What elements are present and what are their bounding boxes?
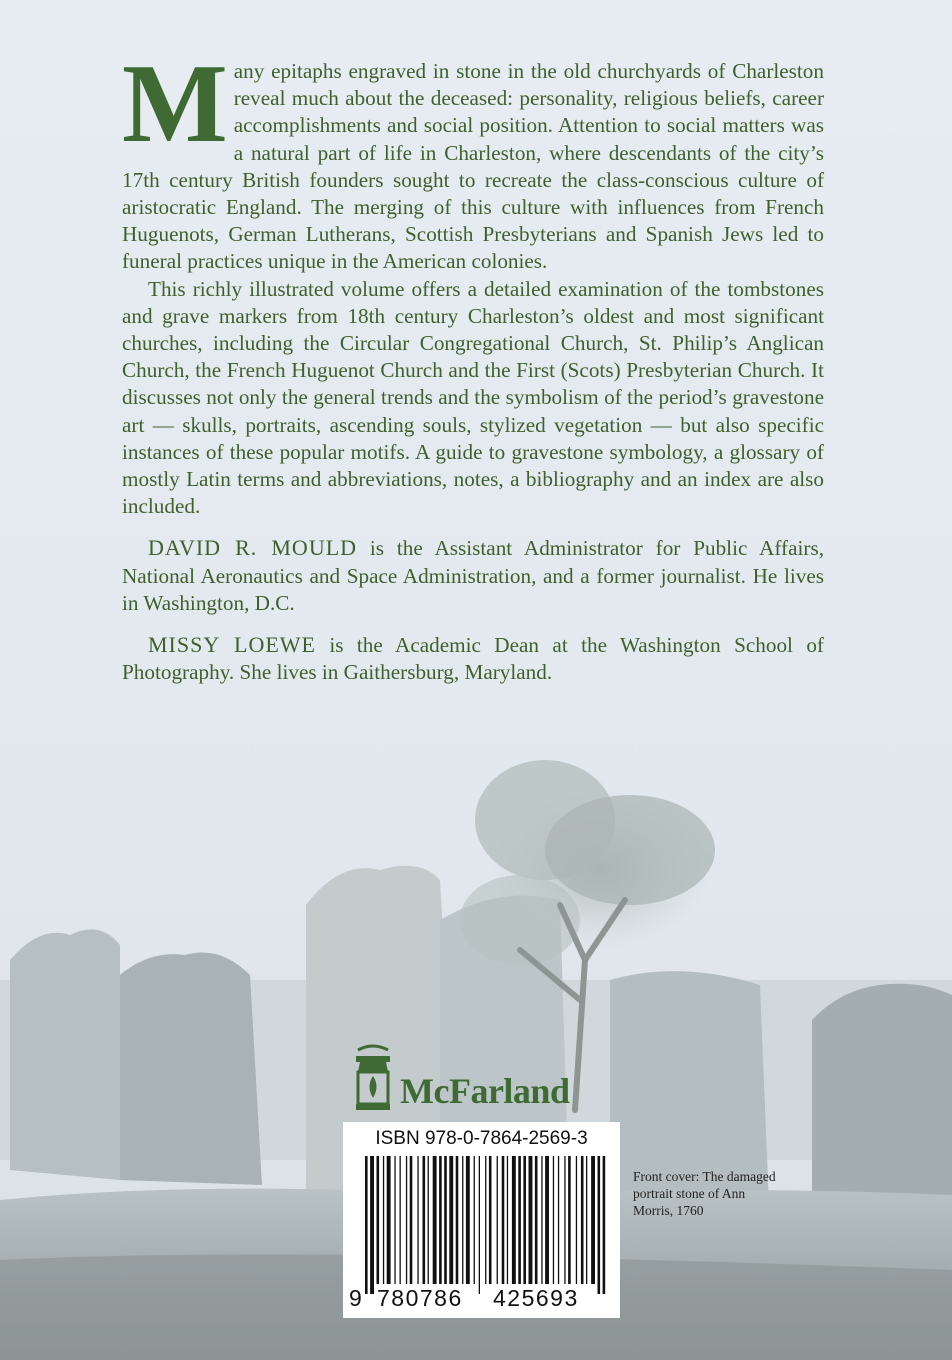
barcode-bar [462, 1156, 463, 1284]
barcode-bar [591, 1156, 595, 1284]
barcode-bar [485, 1156, 486, 1284]
barcode-bar [479, 1156, 480, 1294]
barcode-bar [428, 1156, 429, 1284]
barcode-bar [564, 1156, 565, 1284]
barcode-bar [558, 1156, 559, 1284]
barcode-bar [512, 1156, 516, 1284]
barcode-bar [439, 1156, 442, 1284]
barcode-bar [449, 1156, 453, 1284]
barcode-bar [502, 1156, 505, 1284]
barcode-bar [489, 1156, 492, 1284]
description-paragraph-2: This richly illustrated volume offers a detailed examination of the tombstones and grave markers from 18th century Charleston’s oldest and most significant churches, including the Circular Congregational Church, St. Philip’s Anglican Church, the French Huguenot Church and the First (Scots) Presbyterian Church. It discusses not only the general trends and the symbolism of the period’s gravestone art — skulls, portraits, ascending souls, stylized vegetation — but also specific instances of these popular motifs. A guide to gravestone symbology, a glossary of mostly Latin terms and abbreviations, notes, a bibliography and an index are also included. [122, 276, 824, 519]
barcode-bar [529, 1156, 533, 1284]
description-paragraph-1 [122, 42, 824, 276]
barcode-bar [387, 1156, 391, 1284]
barcode-bar [394, 1156, 395, 1284]
author-name-1: DAVID R. MOULD [148, 535, 358, 561]
barcode-bar [581, 1156, 584, 1284]
back-cover-text [122, 42, 824, 686]
author-bio-1 [122, 534, 824, 617]
barcode-bar [576, 1156, 577, 1284]
barcode-bar [406, 1156, 407, 1284]
drop-cap: M [122, 42, 228, 166]
barcode-bar [400, 1156, 401, 1284]
barcode-bar [444, 1156, 447, 1284]
isbn-barcode [343, 1122, 620, 1318]
isbn-label: ISBN 978-0-7864-2569-3 [375, 1128, 588, 1149]
barcode-bar [456, 1156, 459, 1284]
barcode-digits-group-1: 780786 [377, 1285, 463, 1311]
barcode-bar [568, 1156, 571, 1284]
barcode-bar [370, 1156, 374, 1294]
barcode-bar [433, 1156, 437, 1284]
barcode-bar [586, 1156, 587, 1284]
publisher-logo [350, 1044, 610, 1114]
author-name-2: MISSY LOEWE [148, 632, 316, 658]
barcode-bar [497, 1156, 498, 1284]
author-bio-2 [122, 631, 824, 686]
cover-caption: Front cover: The damaged portrait stone of Ann Morris, 1760 [633, 1169, 776, 1218]
barcode-bar [383, 1156, 384, 1284]
description-paragraph-1-text: any epitaphs engraved in stone in the old churchyards of Charleston reveal much about the deceased: personality, religious beliefs, career accomplishments and social position. Attention to social matters was a natural part of life in Charleston, where descendants of the city’s 17th century British founders sought to recreate the class-conscious culture of aristocratic England. The merging of this culture with influences from French Huguenots, German Lutherans, Scottish Presbyterians and Spanish Jews led to funeral practices unique in the American colonies. [122, 59, 824, 274]
barcode-digit-first: 9 [349, 1285, 364, 1311]
barcode-bar [474, 1156, 475, 1284]
barcode-bar [545, 1156, 549, 1284]
barcode-bar [541, 1156, 542, 1284]
barcode-bar [410, 1156, 413, 1284]
barcode-bar [553, 1156, 554, 1284]
barcode-bar [535, 1156, 538, 1284]
author-bio-text-1: is the Assistant Administrator for Public Affairs, National Aeronautics and Space Administration, and a former journalist. He lives in Washington, D.C. [122, 536, 824, 615]
barcode-bar [377, 1156, 380, 1284]
barcode-bar [417, 1156, 418, 1284]
barcode-bar [523, 1156, 526, 1284]
author-bio-text-2: is the Academic Dean at the Washington School of Photography. She lives in Gaithersburg, Maryland. [122, 633, 824, 685]
barcode-bar [423, 1156, 426, 1284]
lantern-icon [350, 1044, 396, 1112]
barcode-bar [598, 1156, 601, 1294]
barcode-bar [365, 1156, 368, 1294]
barcode-bar [507, 1156, 508, 1284]
publisher-name: McFarland [400, 1071, 570, 1111]
barcode-bar [603, 1156, 606, 1294]
barcode-bar [466, 1156, 470, 1284]
barcode-bar [518, 1156, 521, 1284]
barcode-digits-group-2: 425693 [493, 1285, 579, 1311]
